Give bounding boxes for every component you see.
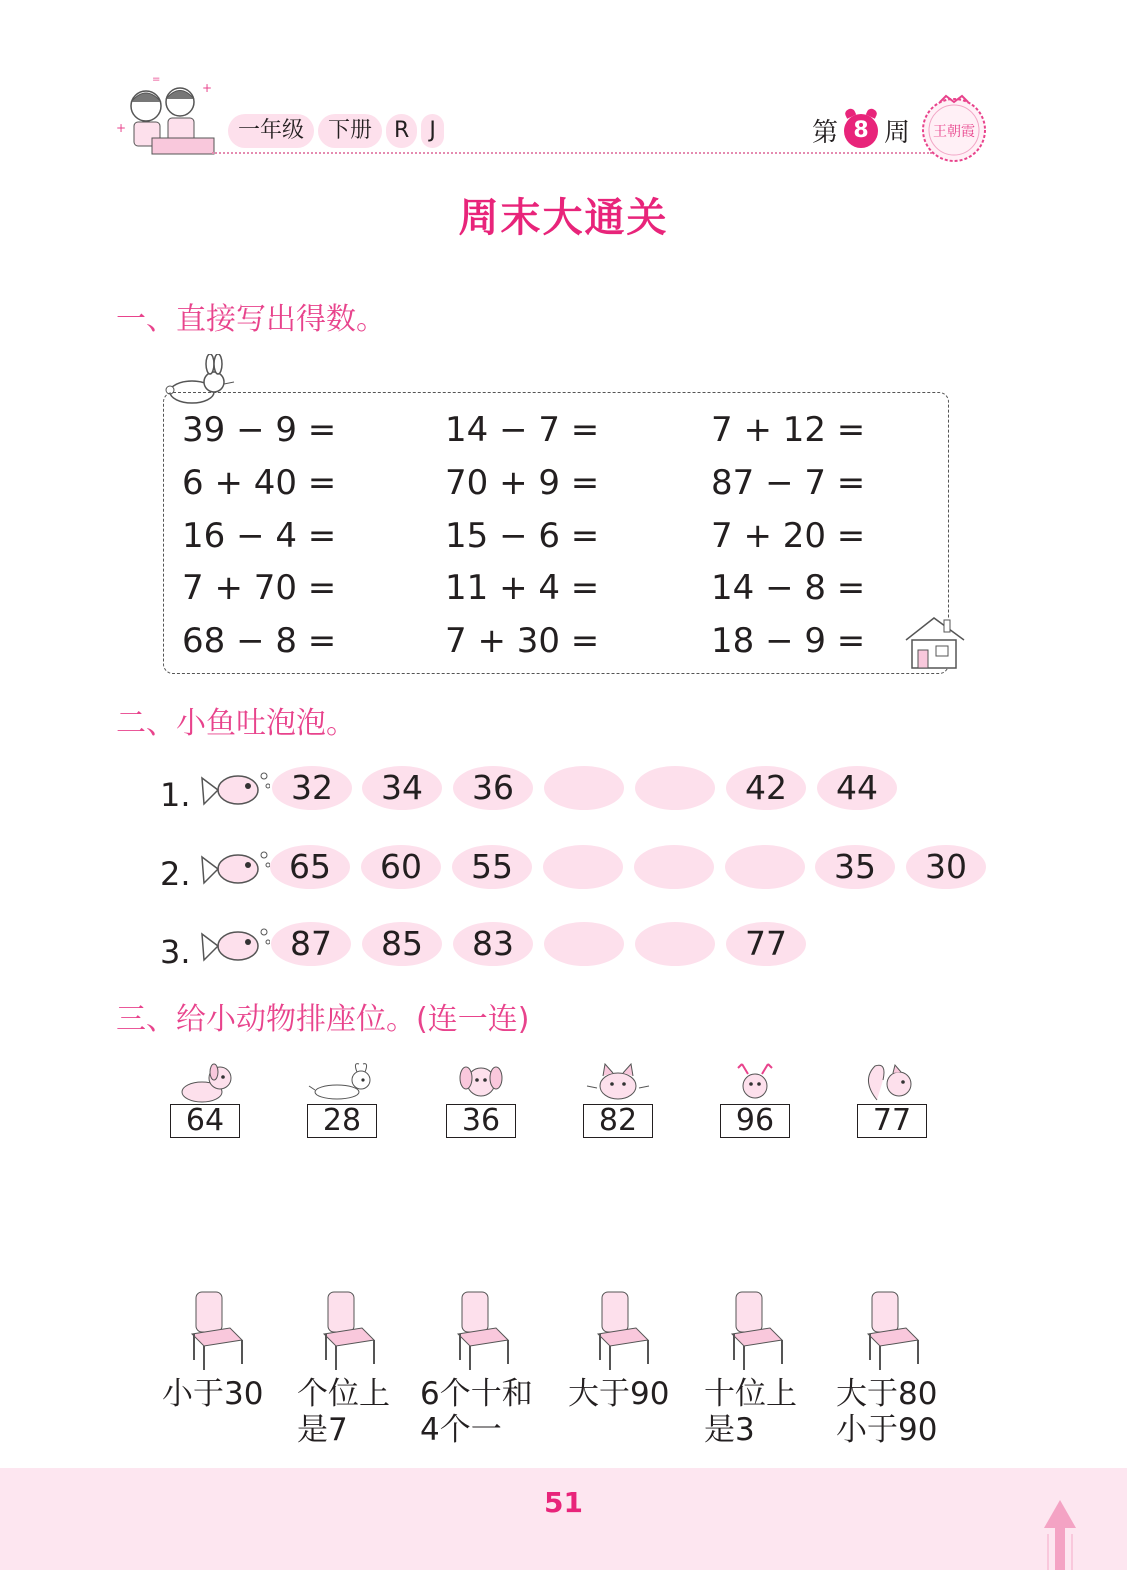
brand-seal-logo — [918, 92, 990, 164]
seat-condition — [836, 1376, 937, 1448]
edition-j-label: J — [421, 114, 444, 148]
calc-item: 7 + 12 = — [711, 410, 866, 450]
bubble: 42 — [726, 766, 806, 810]
calc-item: 7 + 30 = — [445, 621, 600, 661]
animal-number: 96 — [720, 1104, 790, 1138]
bubble: 83 — [453, 922, 533, 966]
section1-heading: 一、直接写出得数。 — [116, 302, 386, 337]
animal-card[interactable] — [857, 1060, 927, 1138]
calc-item: 14 − 8 = — [711, 568, 866, 608]
cat-icon — [583, 1060, 653, 1104]
seat-condition — [297, 1376, 390, 1448]
bubble: 85 — [362, 922, 442, 966]
bubble-blank[interactable] — [544, 922, 624, 966]
footer-band — [0, 1468, 1127, 1570]
week-label — [812, 112, 910, 149]
bubble: 35 — [815, 845, 895, 889]
seat-condition — [568, 1376, 669, 1412]
animal-card[interactable] — [720, 1060, 790, 1138]
bubble: 34 — [362, 766, 442, 810]
seal-text: 王朝霞 — [933, 124, 975, 140]
animal-number: 36 — [446, 1104, 516, 1138]
section3-heading: 三、给小动物排座位。(连一连) — [116, 1002, 530, 1037]
row-number: 2. — [160, 855, 191, 893]
calc-item: 15 − 6 = — [445, 516, 600, 556]
calc-item: 18 − 9 = — [711, 621, 866, 661]
bubble: 44 — [817, 766, 897, 810]
calc-item: 6 + 40 = — [182, 463, 337, 503]
header-divider — [212, 152, 932, 154]
grade-label: 一年级 — [228, 114, 314, 148]
seat-condition-line: 是7 — [297, 1412, 348, 1448]
seat-condition-line: 个位上 — [297, 1376, 390, 1412]
bubble-blank[interactable] — [544, 766, 624, 810]
seat-condition — [420, 1376, 533, 1448]
chair-icon[interactable] — [452, 1288, 512, 1372]
calc-item: 7 + 20 = — [711, 516, 866, 556]
bubble: 55 — [452, 845, 532, 889]
seat-condition-line: 小于90 — [836, 1412, 938, 1448]
seat-condition — [704, 1376, 797, 1448]
bubble: 77 — [726, 922, 806, 966]
seat-condition-line: 大于90 — [568, 1376, 670, 1412]
goat-icon — [307, 1060, 377, 1104]
calc-item: 70 + 9 = — [445, 463, 600, 503]
week-prefix: 第 — [812, 118, 839, 148]
calc-item: 39 − 9 = — [182, 410, 337, 450]
animal-card[interactable] — [446, 1060, 516, 1138]
deer-icon — [720, 1060, 790, 1104]
squirrel-icon — [857, 1060, 927, 1104]
bubble: 36 — [453, 766, 533, 810]
dog-icon — [170, 1060, 240, 1104]
page-title: 周末大通关 — [458, 195, 669, 241]
calc-item: 68 − 8 = — [182, 621, 337, 661]
bubble-blank[interactable] — [634, 845, 714, 889]
section2-heading: 二、小鱼吐泡泡。 — [116, 706, 356, 741]
grade-info — [228, 114, 444, 148]
arrow-up-icon — [1040, 1498, 1080, 1570]
seat-condition-line: 大于80 — [836, 1376, 938, 1412]
bubble-blank[interactable] — [725, 845, 805, 889]
kids-illustration-icon — [112, 72, 220, 164]
chair-icon[interactable] — [862, 1288, 922, 1372]
animal-card[interactable] — [307, 1060, 377, 1138]
animal-number: 28 — [307, 1104, 377, 1138]
bubble: 60 — [361, 845, 441, 889]
seat-condition-line: 6个十和 — [420, 1376, 533, 1412]
bubble-blank[interactable] — [543, 845, 623, 889]
animal-card[interactable] — [583, 1060, 653, 1138]
row-number: 3. — [160, 933, 191, 971]
bubble: 32 — [272, 766, 352, 810]
calc-item: 14 − 7 = — [445, 410, 600, 450]
bubble: 65 — [270, 845, 350, 889]
animal-number: 64 — [170, 1104, 240, 1138]
animal-card[interactable] — [170, 1060, 240, 1138]
seat-condition — [162, 1376, 263, 1412]
seat-condition-line: 是3 — [704, 1412, 755, 1448]
bubble-blank[interactable] — [635, 766, 715, 810]
calc-item: 11 + 4 = — [445, 568, 600, 608]
house-icon — [900, 612, 970, 672]
bubble: 87 — [271, 922, 351, 966]
puppy-icon — [446, 1060, 516, 1104]
edition-r-label: R — [386, 114, 417, 148]
row-number: 1. — [160, 776, 191, 814]
svg-text:+: + — [202, 81, 213, 95]
chair-icon[interactable] — [592, 1288, 652, 1372]
chair-icon[interactable] — [726, 1288, 786, 1372]
calc-item: 16 − 4 = — [182, 516, 337, 556]
fish-icon — [198, 766, 270, 816]
bubble-blank[interactable] — [635, 922, 715, 966]
fish-icon — [198, 845, 270, 895]
calc-item: 7 + 70 = — [182, 568, 337, 608]
svg-text:=: = — [152, 74, 161, 85]
bubble: 30 — [906, 845, 986, 889]
animal-number: 82 — [583, 1104, 653, 1138]
chair-icon[interactable] — [318, 1288, 378, 1372]
animal-number: 77 — [857, 1104, 927, 1138]
chair-icon[interactable] — [186, 1288, 246, 1372]
fish-icon — [198, 922, 270, 972]
seat-condition-line: 十位上 — [704, 1376, 797, 1412]
week-number-badge: 8 — [844, 114, 878, 148]
page-number: 51 — [544, 1486, 583, 1519]
seat-condition-line: 4个一 — [420, 1412, 502, 1448]
volume-label: 下册 — [318, 114, 382, 148]
calc-item: 87 − 7 = — [711, 463, 866, 503]
svg-text:+: + — [116, 121, 127, 135]
week-suffix: 周 — [884, 118, 911, 148]
seat-condition-line: 小于30 — [162, 1376, 264, 1412]
